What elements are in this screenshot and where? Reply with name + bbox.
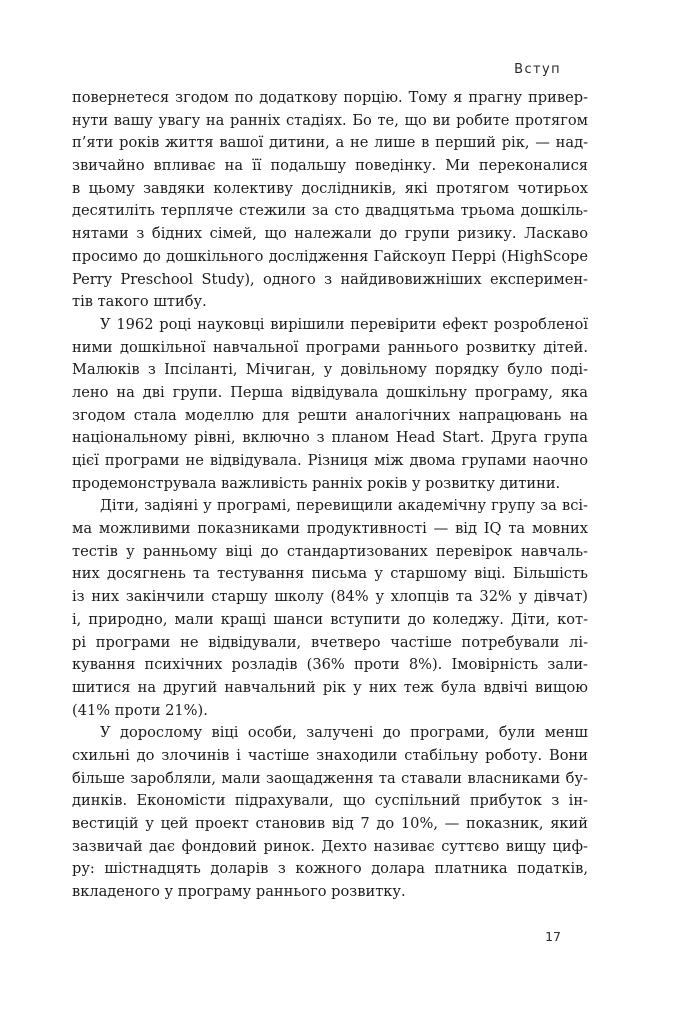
text-line: Діти, задіяні у програмі, перевищили академічну групу за всі- xyxy=(100,497,588,515)
text-line: тестів у ранньому віці до стандартизованих перевірок навчаль- xyxy=(72,542,588,560)
text-line: цієї програми не відвідувала. Різниця між двома групами наочно xyxy=(72,452,588,469)
text-line: кування психічних розладів (36% проти 8%). Імовірність зали- xyxy=(72,656,588,674)
text-line: і, природно, мали кращі шанси вступити до коледжу. Діти, кот- xyxy=(72,610,588,628)
text-line: У 1962 році науковці вирішили перевірити ефект розробленої xyxy=(100,315,588,333)
text-line: Малюків з Іпсіланті, Мічиган, у довільному порядку було поді- xyxy=(72,361,588,379)
text-line: ними дошкільної навчальної програми раннього розвитку дітей. xyxy=(72,338,588,356)
text-line: національному рівні, включно з планом Head Start. Друга група xyxy=(72,429,588,447)
text-line: схильні до злочинів і частіше знаходили стабільну роботу. Вони xyxy=(72,746,588,764)
body-text xyxy=(72,87,588,904)
text-line: У дорослому віці особи, залучені до програми, були менш xyxy=(100,724,588,742)
running-head: Вступ xyxy=(514,62,561,77)
text-line: вкладеного у програму раннього розвитку. xyxy=(72,883,406,901)
text-line: вестицій у цей проект становив від 7 до 10%, — показник, який xyxy=(72,815,588,832)
text-line: рі програми не відвідували, вчетверо частіше потребували лі- xyxy=(72,633,588,651)
text-line: тів такого штибу. xyxy=(72,293,207,311)
text-line: із них закінчили старшу школу (84% у хлопців та 32% у дівчат) xyxy=(72,588,588,606)
text-line: п’яти років життя вашої дитини, а не лише в перший рік, — над- xyxy=(72,134,588,152)
text-line: повернетеся згодом по додаткову порцію. Тому я прагну привер- xyxy=(72,89,588,106)
text-line: них досягнень та тестування письма у старшому віці. Більшість xyxy=(72,565,588,583)
text-line: Perry Preschool Study), одного з найдивовижніших експеримен- xyxy=(72,270,588,288)
text-line: нути вашу увагу на ранніх стадіях. Бо те, що ви робите протягом xyxy=(72,111,588,129)
text-line: зазвичай дає фондовий ринок. Дехто називає суттєво вищу циф- xyxy=(72,837,588,855)
text-line: більше заробляли, мали заощадження та ставали власниками бу- xyxy=(72,769,588,787)
text-line: (41% проти 21%). xyxy=(72,701,208,719)
text-line: нятами з бідних сімей, що належали до групи ризику. Ласкаво xyxy=(72,225,588,243)
text-line: згодом стала моделлю для решти аналогічних напрацювань на xyxy=(72,406,588,424)
text-line: динків. Економісти підрахували, що суспільний прибуток з ін- xyxy=(72,792,588,810)
text-line: ма можливими показниками продуктивності — від IQ та мовних xyxy=(72,520,588,538)
text-line: ру: шістнадцять доларів з кожного долара платника податків, xyxy=(72,860,588,878)
text-line: лено на дві групи. Перша відвідувала дошкільну програму, яка xyxy=(72,383,588,401)
text-line: звичайно впливає на її подальшу поведінку. Ми переконалися xyxy=(72,157,588,175)
text-line: продемонструвала важливість ранніх років у розвитку дитини. xyxy=(72,474,561,492)
text-line: просимо до дошкільного дослідження Гайскоуп Перрі (HighScope xyxy=(72,247,588,265)
page-number: 17 xyxy=(545,929,561,944)
text-line: десятиліть терпляче стежили за сто двадцятьма трьома дошкіль- xyxy=(72,202,588,220)
text-line: в цьому завдяки колективу дослідників, які протягом чотирьох xyxy=(72,179,588,197)
text-line: шитися на другий навчальний рік у них теж була вдвічі вищою xyxy=(72,678,588,696)
